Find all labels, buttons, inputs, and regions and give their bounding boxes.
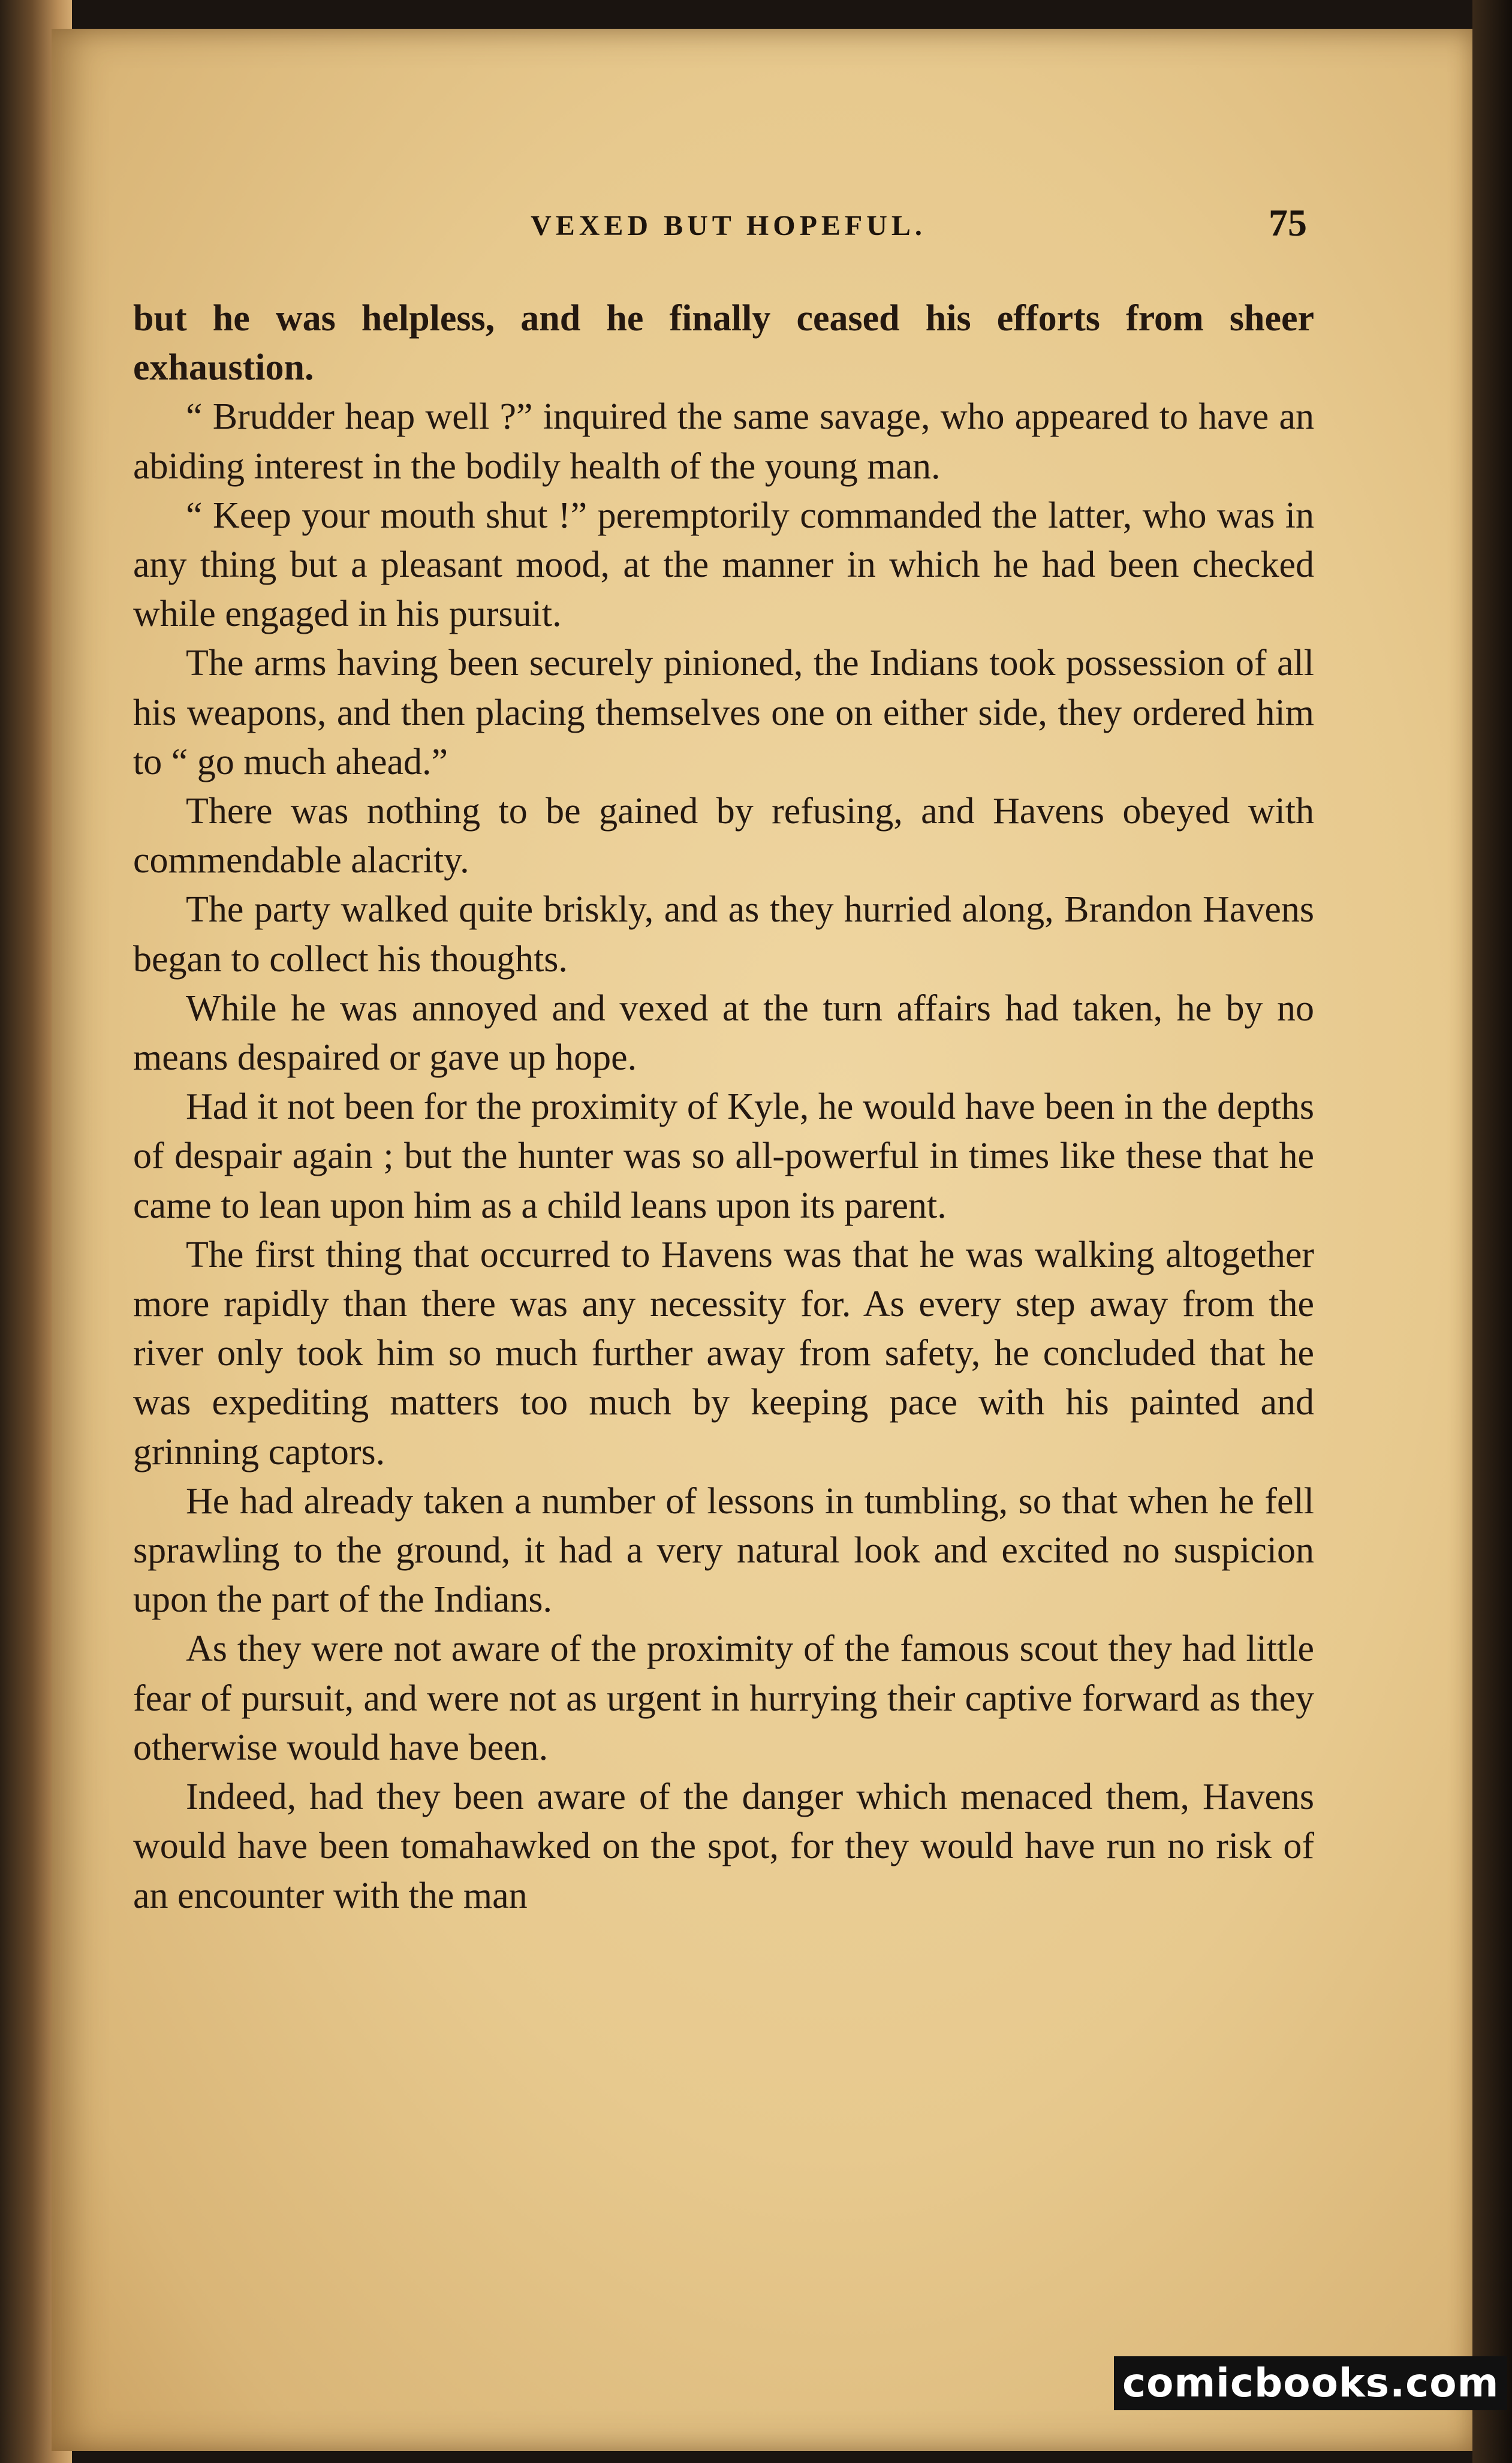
paragraph-5: There was nothing to be gained by refusing, and Havens obeyed with commendable alacrity. <box>133 791 1314 881</box>
watermark: comicbooks.com <box>1114 2356 1507 2410</box>
paragraph-10: He had already taken a number of lessons in tumbling, so that when he fell sprawling to the ground, it had a very natural look and excited no suspicion upon the part of the Indians. <box>133 1480 1314 1621</box>
page-header <box>150 201 1307 255</box>
paragraph-11: As they were not aware of the proximity of the famous scout they had little fear of pursuit, and were not as urgent in hurrying their captive forward as they otherwise would have been. <box>133 1628 1314 1768</box>
paragraph-6: The party walked quite briskly, and as they hurried along, Brandon Havens began to collect his thoughts. <box>133 889 1314 980</box>
paragraph-4: The arms having been securely pinioned, the Indians took possession of all his weapons, and then placing themselves one on either side, they ordered him to “ go much ahead.” <box>133 643 1314 782</box>
body-text <box>133 294 1314 1920</box>
page-edge-shadow <box>1472 0 1512 2463</box>
running-title: VEXED BUT HOPEFUL. <box>531 210 926 242</box>
paragraph-12: Indeed, had they been aware of the danger which menaced them, Havens would have been tomahawked on the spot, for they would have run no risk of an encounter with the man <box>133 1777 1314 1916</box>
paragraph-2: “ Brudder heap well ?” inquired the same savage, who appeared to have an abiding interest in the bodily health of the young man. <box>133 396 1314 487</box>
paragraph-8: Had it not been for the proximity of Kyle, he would have been in the depths of despair again ; but the hunter was so all-powerful in times like these that he came to lean upon him as a child leans upon its parent. <box>133 1086 1314 1226</box>
paragraph-3: “ Keep your mouth shut !” peremptorily commanded the latter, who was in any thing but a pleasant mood, at the manner in which he had been checked while engaged in his pursuit. <box>133 495 1314 635</box>
paragraph-1: but he was helpless, and he finally ceased his efforts from sheer exhaustion. <box>133 298 1314 389</box>
paragraph-9: The first thing that occurred to Havens was that he was walking altogether more rapidly than there was any necessity for. As every step away from the river only took him so much further away from safety, he concluded that he was expediting matters too much by keeping pace with his painted and grinning captors. <box>133 1234 1314 1473</box>
page-number: 75 <box>1269 201 1307 244</box>
paragraph-7: While he was annoyed and vexed at the turn affairs had taken, he by no means despaired or gave up hope. <box>133 987 1314 1079</box>
